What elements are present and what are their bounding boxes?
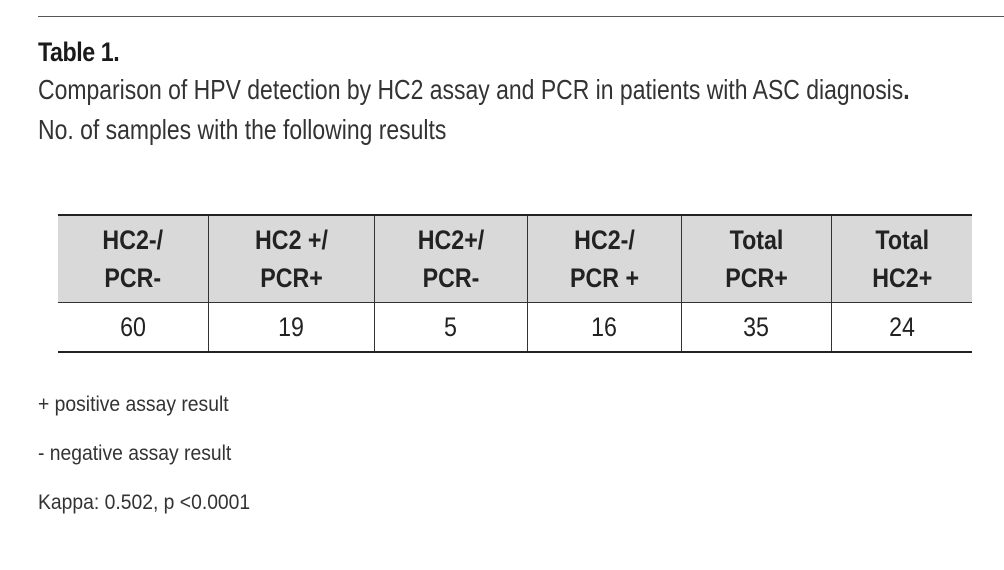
table-caption bbox=[38, 34, 998, 150]
header-hc2pos-pcrneg bbox=[374, 215, 527, 303]
header-line: PCR- bbox=[104, 263, 162, 293]
header-total-pcrpos bbox=[681, 215, 831, 303]
footnote-positive: + positive assay result bbox=[38, 393, 229, 416]
caption-subtitle: No. of samples with the following results bbox=[38, 114, 447, 145]
cell-value: 60 bbox=[119, 311, 146, 342]
table-cell bbox=[681, 303, 831, 353]
header-line: HC2-/ bbox=[573, 225, 635, 255]
header-line: PCR- bbox=[422, 263, 479, 293]
caption-title bbox=[38, 70, 910, 110]
header-line: Total bbox=[729, 225, 783, 255]
header-line: HC2 +/ bbox=[254, 225, 328, 255]
top-rule bbox=[38, 16, 1004, 17]
cell-value: 5 bbox=[444, 311, 457, 342]
cell-value: 16 bbox=[591, 311, 617, 342]
header-line: HC2+ bbox=[871, 263, 932, 293]
table-cell bbox=[527, 303, 681, 353]
header-line: PCR + bbox=[569, 263, 639, 293]
header-line: Total bbox=[874, 225, 929, 255]
table-cell bbox=[374, 303, 527, 353]
header-total-hc2pos bbox=[831, 215, 972, 303]
table-header-row bbox=[58, 215, 972, 303]
footnote-negative: - negative assay result bbox=[38, 442, 232, 465]
header-hc2neg-pcrneg bbox=[58, 215, 208, 303]
table-cell bbox=[831, 303, 972, 353]
header-line: HC2-/ bbox=[102, 225, 164, 255]
header-hc2neg-pcrpos bbox=[527, 215, 681, 303]
header-hc2pos-pcrpos bbox=[208, 215, 374, 303]
header-line: PCR+ bbox=[259, 263, 323, 293]
table-cell bbox=[58, 303, 208, 353]
cell-value: 24 bbox=[888, 311, 915, 342]
cell-value: 35 bbox=[743, 311, 769, 342]
caption-title-text: Comparison of HPV detection by HC2 assay and PCR in patients with ASC diagnosis bbox=[38, 74, 904, 105]
header-line: HC2+/ bbox=[417, 225, 484, 255]
table-cell bbox=[208, 303, 374, 353]
footnote-kappa: Kappa: 0.502, p <0.0001 bbox=[38, 491, 251, 514]
caption-title-period: . bbox=[903, 74, 910, 105]
table-label: Table 1. bbox=[38, 37, 120, 67]
cell-value: 19 bbox=[278, 311, 304, 342]
table-row bbox=[58, 303, 972, 353]
header-line: PCR+ bbox=[724, 263, 788, 293]
results-table bbox=[58, 214, 972, 353]
table-footnotes bbox=[38, 390, 738, 537]
